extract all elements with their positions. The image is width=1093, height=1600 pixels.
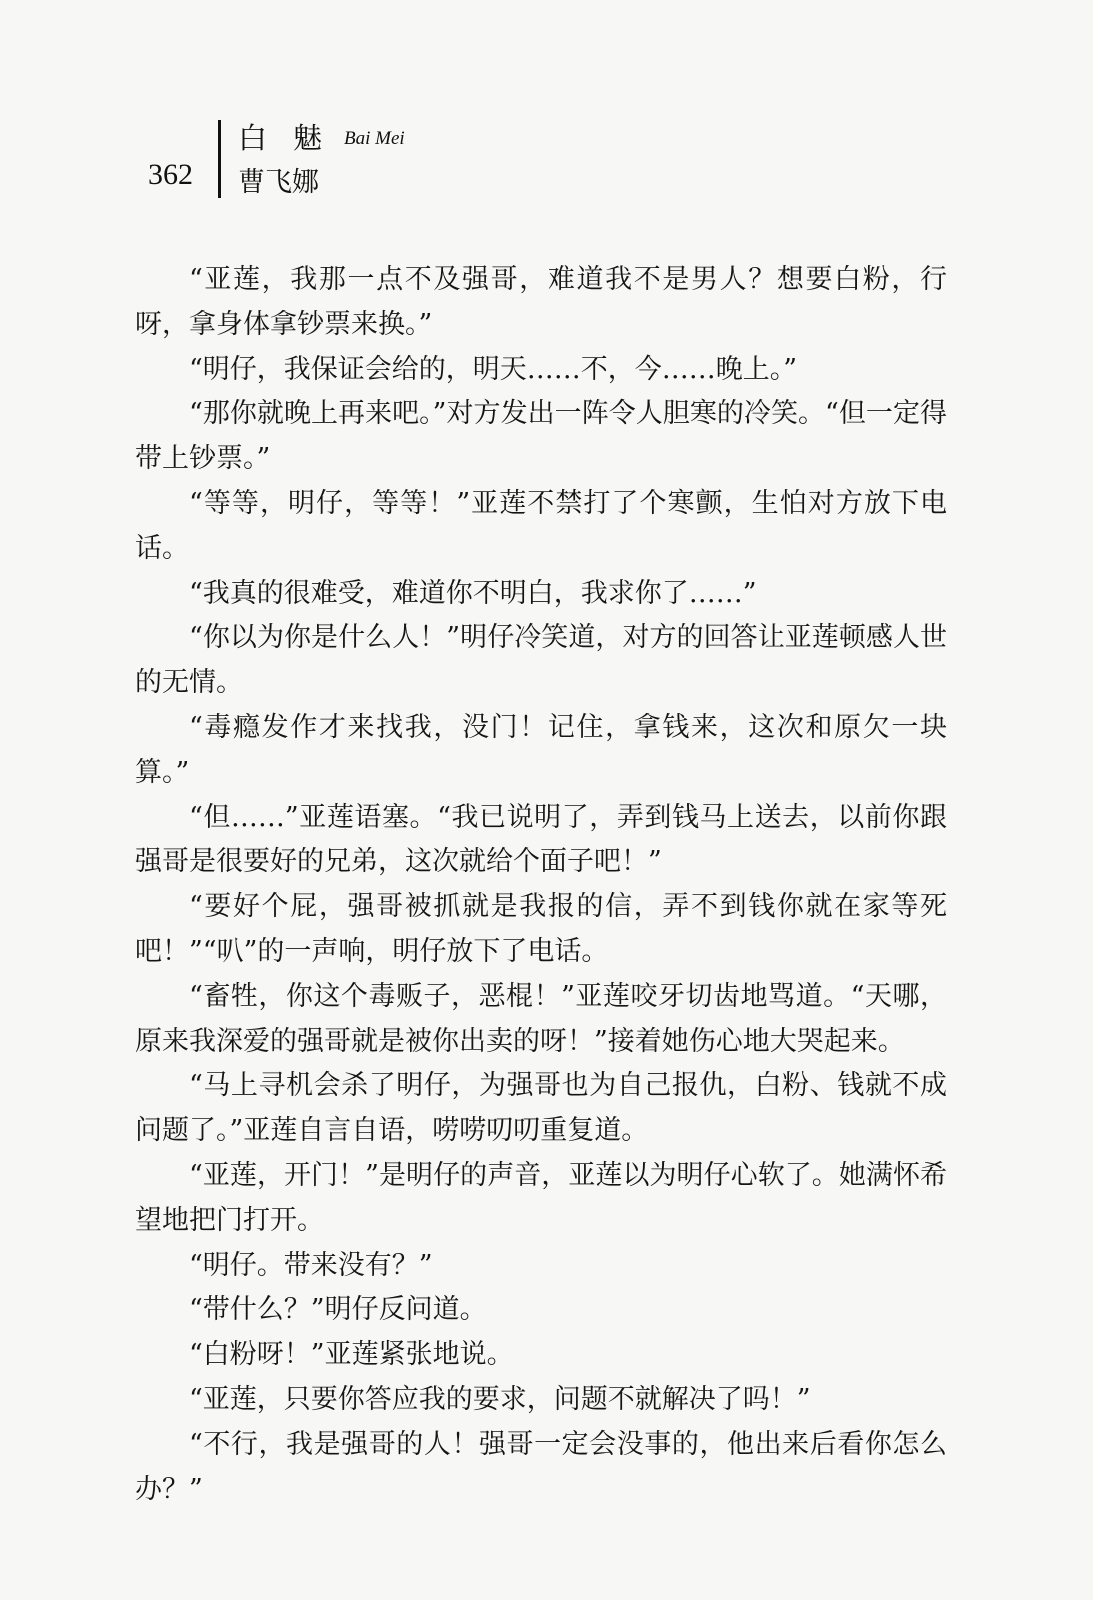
paragraph: “你以为你是什么人！”明仔冷笑道，对方的回答让亚莲顿感人世的无情。 [135, 622, 947, 699]
paragraph: “毒瘾发作才来找我，没门！记住，拿钱来，这次和原欠一块算。” [135, 711, 947, 788]
paragraph: “亚莲，只要你答应我的要求，问题不就解决了吗！” [189, 1383, 811, 1415]
paragraph: “马上寻机会杀了明仔，为强哥也为自己报仇，白粉、钱就不成问题了。”亚莲自言自语，唠唠叨叨重复道。 [135, 1070, 947, 1147]
paragraph: “明仔。带来没有？” [189, 1249, 433, 1281]
header-divider [218, 120, 221, 198]
page-number: 362 [148, 158, 193, 191]
paragraph: “亚莲，我那一点不及强哥，难道我不是男人？想要白粉，行呀，拿身体拿钞票来换。” [135, 264, 947, 340]
body-text [135, 258, 947, 1512]
book-title-latin: Bai Mei [344, 128, 405, 149]
paragraph: “明仔，我保证会给的，明天……不，今……晚上。” [189, 353, 798, 385]
paragraph: “亚莲，开门！”是明仔的声音，亚莲以为明仔心软了。她满怀希望地把门打开。 [135, 1159, 947, 1236]
book-title: 白魅 [238, 121, 349, 155]
paragraph: “那你就晚上再来吧。”对方发出一阵令人胆寒的冷笑。“但一定得带上钞票。” [135, 398, 947, 475]
running-header [148, 112, 648, 202]
paragraph: “不行，我是强哥的人！强哥一定会没事的，他出来后看你怎么办？” [135, 1428, 947, 1505]
author-name: 曹飞娜 [238, 167, 319, 198]
paragraph: “但……”亚莲语塞。“我已说明了，弄到钱马上送去，以前你跟强哥是很要好的兄弟，这次就给个面子吧！” [135, 801, 947, 878]
paragraph: “要好个屁，强哥被抓就是我报的信，弄不到钱你就在家等死吧！”“叭”的一声响，明仔放下了电话。 [135, 891, 947, 967]
paragraph: “白粉呀！”亚莲紧张地说。 [189, 1339, 514, 1371]
paragraph: “等等，明仔，等等！”亚莲不禁打了个寒颤，生怕对方放下电话。 [135, 487, 947, 564]
paragraph: “带什么？”明仔反问道。 [189, 1294, 487, 1326]
paragraph: “畜牲，你这个毒贩子，恶棍！”亚莲咬牙切齿地骂道。“天哪，原来我深爱的强哥就是被你出卖的呀！”接着她伤心地大哭起来。 [135, 980, 947, 1057]
paragraph: “我真的很难受，难道你不明白，我求你了……” [189, 577, 757, 609]
